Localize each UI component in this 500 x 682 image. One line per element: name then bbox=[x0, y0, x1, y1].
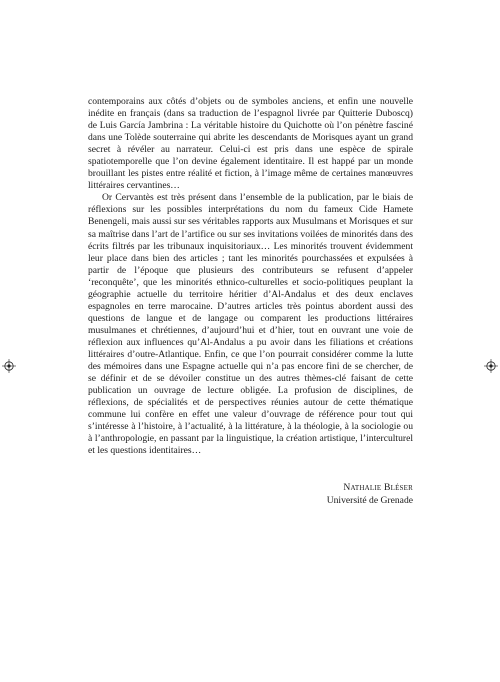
paragraph-1: contemporains aux côtés d’objets ou de symboles anciens, et enfin une nouvelle inédite en français (dans sa traduction de l’espagnol livrée par Quitterie Duboscq) de Luis García Jambrina : La véritable histoire du Quichotte où l’on pénètre fasciné dans une Tolède souterraine qui abrite les descendants de Morisques ayant un grand secret à révéler au narrateur. Celui-ci est pris dans une espèce de spirale spatiotemporelle que l’on devine également identitaire. Il est happé par un monde brouillant les pistes entre réalité et fiction, à l’image même de certaines manœuvres littéraires cervantines… bbox=[88, 96, 413, 192]
paragraph-2: Or Cervantès est très présent dans l’ensemble de la publication, par le biais de réflexions sur les possibles interprétations du nom du fameux Cide Hamete Benengeli, mais aussi sur ses véritables rapports aux Musulmans et Morisques et sur sa maîtrise dans l’art de l’artifice ou sur ses invitations voilées de minorités dans des écrits filtrés par les tribunaux inquisitoriaux… Les minorités trouvent évidemment leur place dans bien des articles ; tant les minorités pourchassées et expulsées à partir de l’époque que plusieurs des contributeurs se refusent d’appeler ‘reconquête’, que les minorités ethnico-culturelles et socio-politiques peuplant la géographie actuelle du territoire héritier d’Al-Andalus et des deux enclaves espagnoles en terre marocaine. D’autres articles très pointus abordent aussi des questions de langue et de langage ou comparent les productions littéraires musulmanes et chrétiennes, d’aujourd’hui et d’hier, tout en ouvrant une voie de réflexion aux influences qu’Al-Andalus a pu avoir dans les filiations et créations littéraires d’outre-Atlantique. Enfin, ce que l’on pourrait considérer comme la lutte des mémoires dans une Espagne actuelle qui n’a pas encore fini de se chercher, de se définir et de se dévoiler constitue un des autres thèmes-clé faisant de cette publication un ouvrage de lecture obligée. La profusion de disciplines, de réflexions, de spécialités et de perspectives réunies autour de cette thématique commune lui confère en effet une valeur d’ouvrage de référence pour tout qui s’intéresse à l’histoire, à l’actualité, à la littérature, à la théologie, à la sociologie ou à l’anthropologie, en passant par la linguistique, la création artistique, l’interculturel et les questions identitaires… bbox=[88, 192, 413, 457]
registration-mark-icon bbox=[2, 359, 16, 373]
signature-block bbox=[88, 482, 413, 507]
registration-mark-icon bbox=[484, 359, 498, 373]
body-text bbox=[88, 96, 413, 457]
author-name: Nathalie Bléser bbox=[343, 482, 413, 493]
author-affiliation: Université de Grenade bbox=[326, 494, 413, 506]
